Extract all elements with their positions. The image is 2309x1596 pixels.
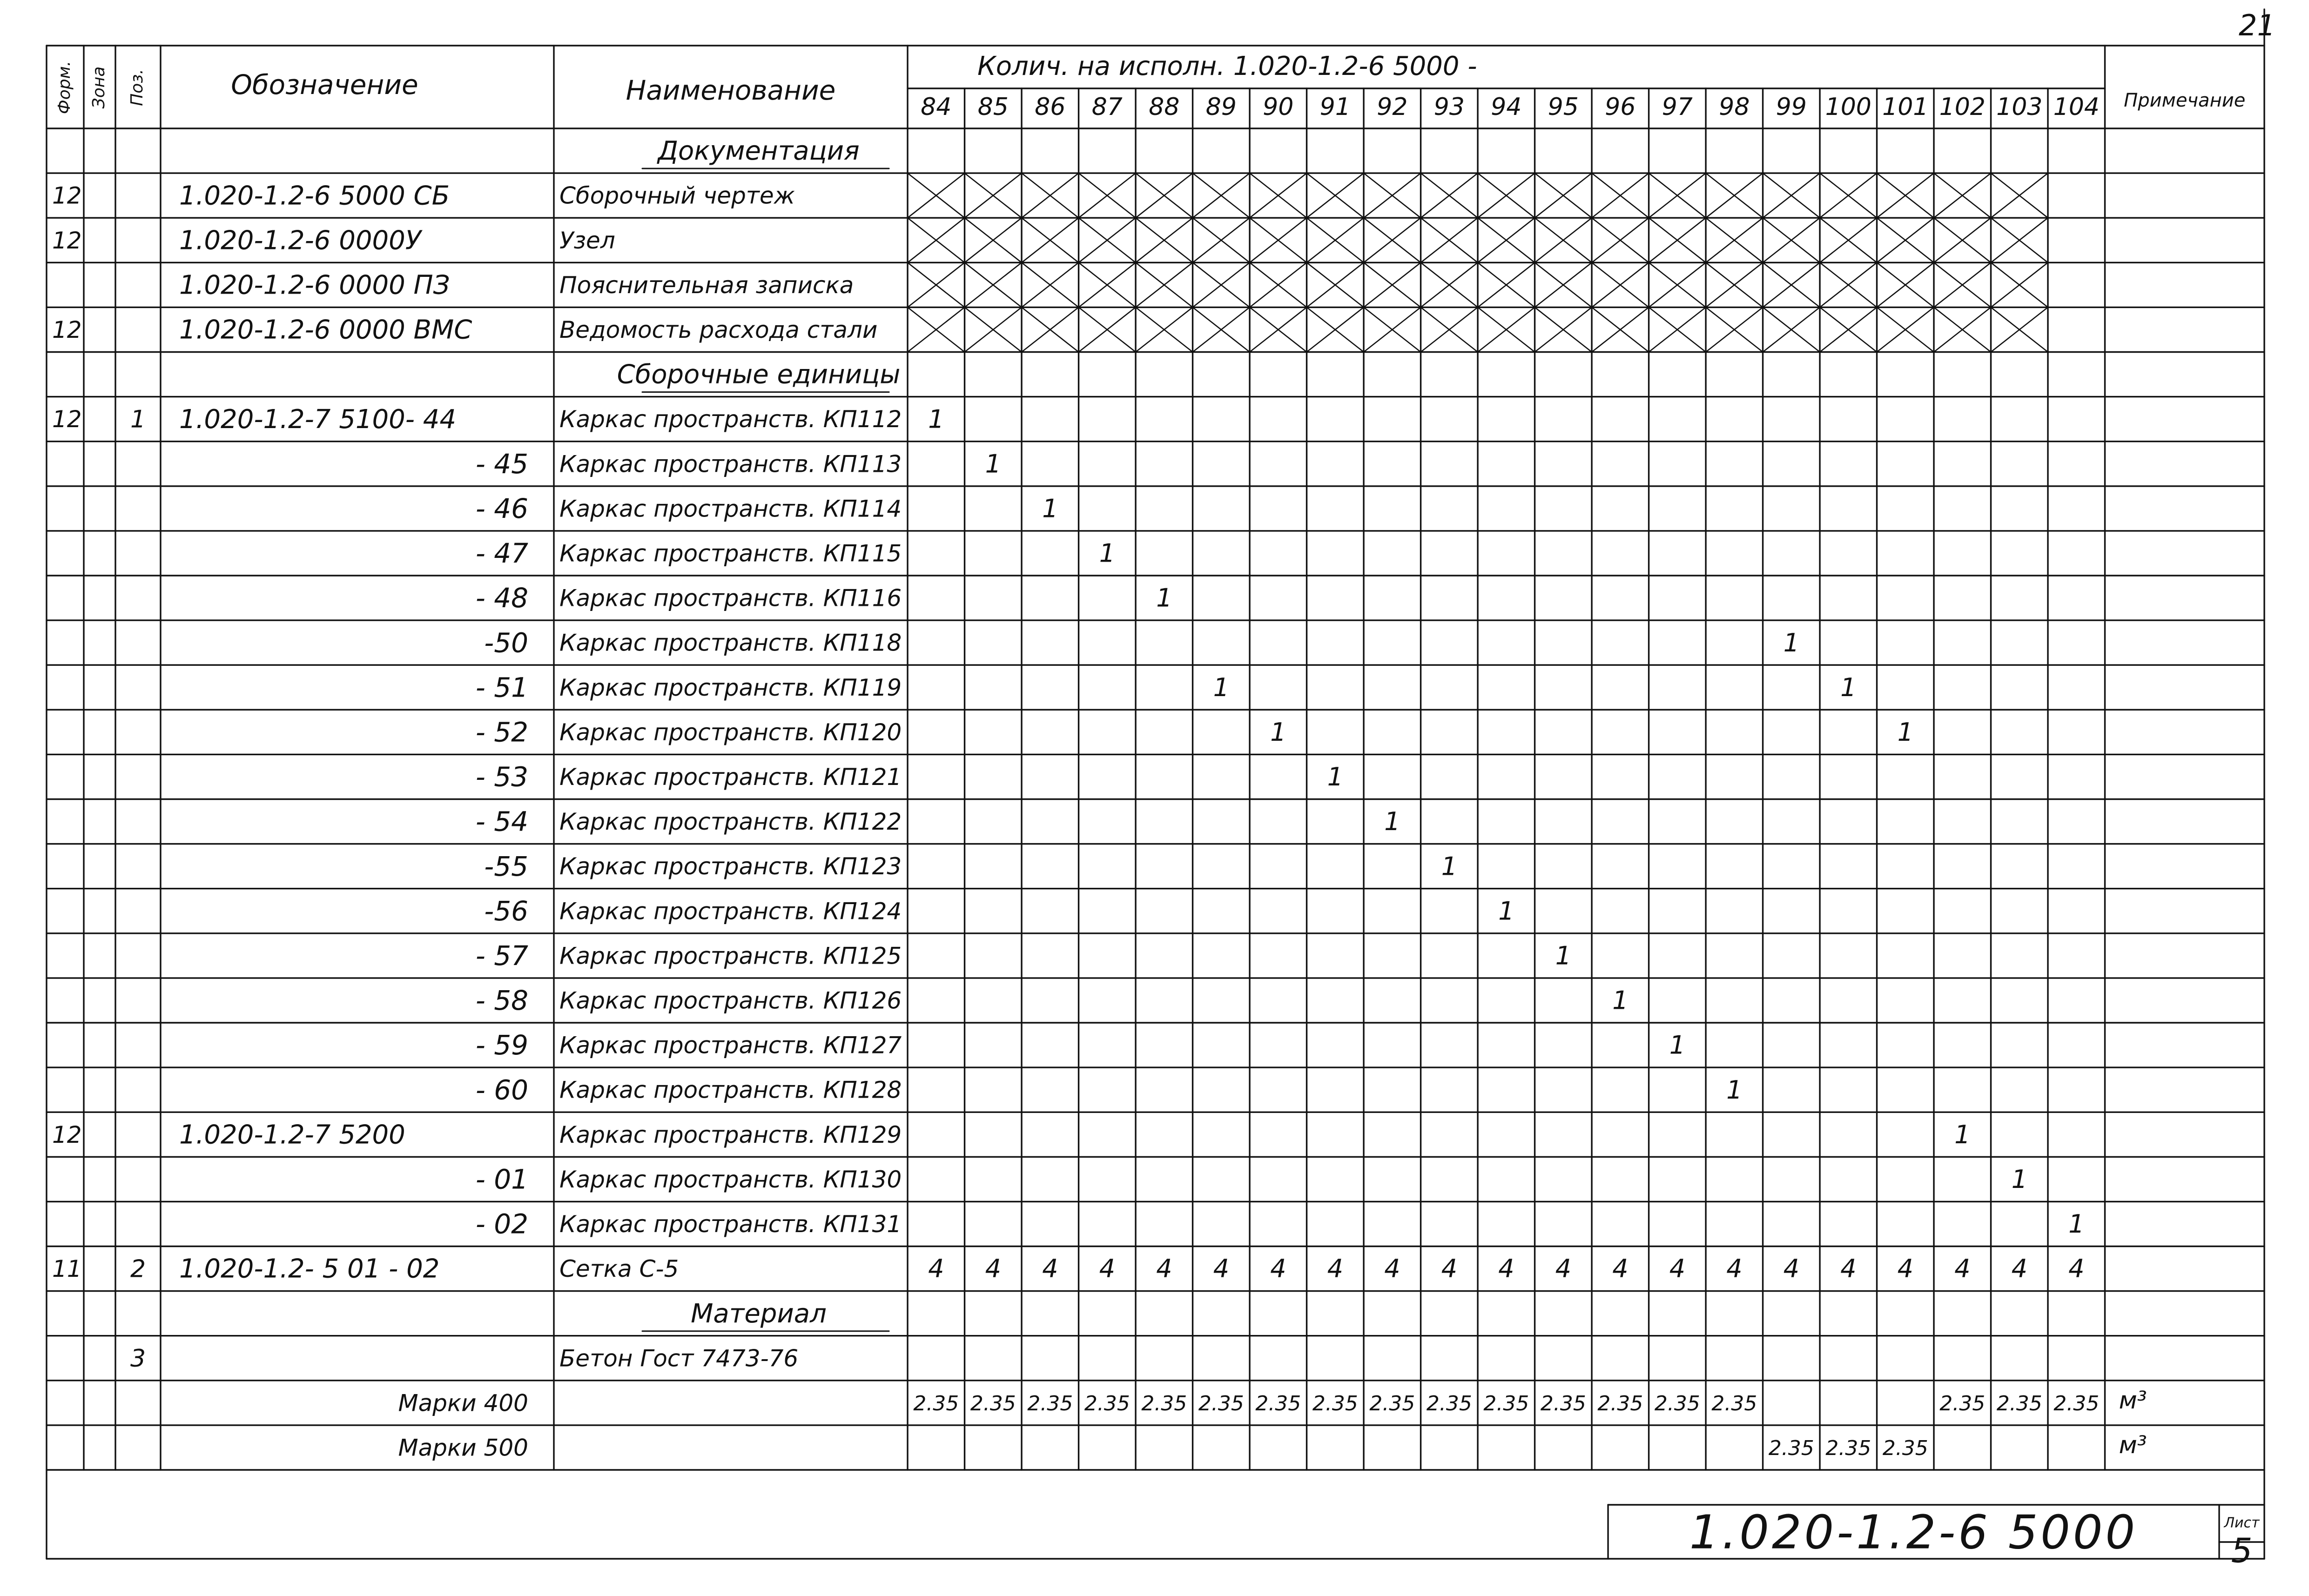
row-name: Каркас пространств. КП118 <box>559 629 902 657</box>
quantity-98: 2.35 <box>1711 1391 1757 1415</box>
row-designation: - 45 <box>475 448 528 480</box>
quantity-100: 1 <box>1840 672 1857 702</box>
quantity-95: 1 <box>1555 941 1571 971</box>
quantity-99: 2.35 <box>1768 1436 1814 1460</box>
row-pos: 2 <box>130 1255 146 1283</box>
header-note: Примечание <box>2124 90 2246 111</box>
row-name: Каркас пространств. КП124 <box>559 898 902 925</box>
row-designation: Марки 500 <box>398 1434 528 1462</box>
quantity-89: 1 <box>1213 672 1229 702</box>
row-name: Сборочный чертеж <box>559 182 795 209</box>
quantity-90: 1 <box>1270 717 1286 747</box>
quantity-92: 2.35 <box>1369 1391 1415 1415</box>
row-name: Каркас пространств. КП121 <box>559 763 902 791</box>
section-title: Сборочные единицы <box>617 359 901 390</box>
quantity-104: 2.35 <box>2053 1391 2100 1415</box>
row-name: Каркас пространств. КП119 <box>559 674 902 701</box>
quantity-96: 1 <box>1612 986 1629 1015</box>
row-name: Каркас пространств. КП127 <box>559 1032 902 1059</box>
row-designation: - 53 <box>475 761 528 793</box>
row-name: Каркас пространств. КП126 <box>559 987 902 1014</box>
row-designation: - 01 <box>475 1163 528 1195</box>
row-name: Каркас пространств. КП123 <box>559 853 902 880</box>
quantity-97: 4 <box>1669 1254 1685 1284</box>
quantity-92: 1 <box>1384 807 1400 837</box>
quantity-97: 1 <box>1669 1030 1685 1060</box>
header-variant-103: 103 <box>1996 93 2043 121</box>
header-variant-102: 102 <box>1939 93 1986 121</box>
quantity-96: 2.35 <box>1597 1391 1643 1415</box>
row-designation: 1.020-1.2-7 5100- 44 <box>179 404 456 435</box>
header-variant-84: 84 <box>921 93 952 121</box>
quantity-84: 4 <box>928 1254 944 1284</box>
row-designation: 1.020-1.2-6 0000 ПЗ <box>179 270 450 301</box>
row-designation: - 60 <box>475 1074 528 1106</box>
quantity-87: 2.35 <box>1084 1391 1130 1415</box>
row-name: Каркас пространств. КП120 <box>559 718 902 746</box>
row-note: м³ <box>2119 1431 2147 1459</box>
row-name: Каркас пространств. КП115 <box>559 540 902 567</box>
row-designation: - 46 <box>475 492 528 524</box>
quantity-85: 1 <box>985 449 1001 479</box>
quantity-101: 4 <box>1897 1254 1913 1284</box>
row-designation: - 59 <box>475 1029 528 1061</box>
header-variant-85: 85 <box>977 93 1009 121</box>
row-name: Каркас пространств. КП112 <box>559 406 902 433</box>
section-title: Документация <box>658 136 860 167</box>
quantity-88: 2.35 <box>1141 1391 1187 1415</box>
quantity-99: 1 <box>1783 628 1799 657</box>
row-designation: 1.020-1.2-6 0000 ВМС <box>179 315 472 345</box>
header-variant-97: 97 <box>1662 93 1693 121</box>
header-variant-88: 88 <box>1149 93 1180 121</box>
row-designation: - 52 <box>475 716 528 748</box>
quantity-103: 4 <box>2011 1254 2027 1284</box>
row-designation: -55 <box>484 850 528 882</box>
quantity-87: 1 <box>1099 538 1115 568</box>
quantity-102: 1 <box>1954 1120 1971 1149</box>
quantity-89: 4 <box>1213 1254 1229 1284</box>
header-variant-86: 86 <box>1035 93 1066 121</box>
row-format: 12 <box>52 406 82 433</box>
header-variant-93: 93 <box>1434 93 1465 121</box>
row-name: Каркас пространств. КП113 <box>559 450 902 478</box>
quantity-91: 2.35 <box>1312 1391 1358 1415</box>
header-variant-89: 89 <box>1205 93 1237 121</box>
row-designation: -56 <box>484 895 528 927</box>
quantity-95: 4 <box>1555 1254 1571 1284</box>
header-variant-95: 95 <box>1548 93 1579 121</box>
quantity-100: 2.35 <box>1825 1436 1871 1460</box>
row-name: Каркас пространств. КП116 <box>559 584 902 612</box>
sheet-label: Лист <box>2224 1515 2260 1531</box>
header-variant-91: 91 <box>1319 93 1351 121</box>
quantity-104: 1 <box>2068 1209 2085 1239</box>
quantity-103: 1 <box>2011 1164 2027 1194</box>
header-variant-90: 90 <box>1263 93 1294 121</box>
title-block-code: 1.020-1.2-6 5000 <box>1689 1505 2138 1560</box>
header-zone: Зона <box>89 66 108 109</box>
quantity-86: 2.35 <box>1027 1391 1073 1415</box>
row-designation: 1.020-1.2-6 0000У <box>179 225 421 256</box>
row-designation: 1.020-1.2- 5 01 - 02 <box>179 1254 440 1284</box>
header-variant-101: 101 <box>1882 93 1929 121</box>
quantity-90: 2.35 <box>1255 1391 1301 1415</box>
quantity-100: 4 <box>1840 1254 1857 1284</box>
row-designation: - 58 <box>475 985 528 1017</box>
row-designation: -50 <box>484 627 528 659</box>
row-name: Пояснительная записка <box>559 271 854 299</box>
row-name: Каркас пространств. КП125 <box>559 942 902 970</box>
quantity-99: 4 <box>1783 1254 1799 1284</box>
quantity-88: 4 <box>1156 1254 1172 1284</box>
header-designation: Обозначение <box>231 69 418 101</box>
quantity-89: 2.35 <box>1198 1391 1244 1415</box>
header-format: Форм. <box>55 60 74 114</box>
row-name: Бетон Гост 7473-76 <box>559 1345 799 1372</box>
header-variant-98: 98 <box>1719 93 1750 121</box>
row-format: 11 <box>52 1255 82 1283</box>
header-variant-99: 99 <box>1776 93 1807 121</box>
row-name: Каркас пространств. КП129 <box>559 1121 902 1148</box>
header-name: Наименование <box>626 74 836 107</box>
header-variant-100: 100 <box>1825 93 1871 121</box>
quantity-90: 4 <box>1270 1254 1286 1284</box>
quantity-101: 2.35 <box>1882 1436 1928 1460</box>
row-pos: 3 <box>130 1344 146 1373</box>
row-name: Каркас пространств. КП114 <box>559 495 902 523</box>
quantity-93: 2.35 <box>1426 1391 1472 1415</box>
quantity-102: 2.35 <box>1939 1391 1986 1415</box>
row-designation: Марки 400 <box>398 1389 528 1417</box>
row-format: 12 <box>52 227 82 254</box>
header-pos: Поз. <box>128 69 147 106</box>
quantity-92: 4 <box>1384 1254 1400 1284</box>
header-variant-92: 92 <box>1377 93 1408 121</box>
quantity-84: 2.35 <box>913 1391 959 1415</box>
section-title: Материал <box>691 1298 827 1329</box>
quantity-86: 4 <box>1042 1254 1058 1284</box>
quantity-98: 4 <box>1726 1254 1743 1284</box>
quantity-96: 4 <box>1612 1254 1629 1284</box>
row-designation: - 57 <box>475 939 528 972</box>
quantity-88: 1 <box>1156 583 1172 613</box>
quantity-87: 4 <box>1099 1254 1115 1284</box>
row-designation: - 51 <box>475 671 528 704</box>
row-format: 12 <box>52 1121 82 1148</box>
row-designation: 1.020-1.2-7 5200 <box>179 1120 405 1150</box>
quantity-95: 2.35 <box>1540 1391 1586 1415</box>
quantity-91: 1 <box>1327 762 1343 792</box>
quantity-94: 4 <box>1498 1254 1515 1284</box>
row-designation: - 48 <box>475 582 528 614</box>
quantity-94: 2.35 <box>1483 1391 1529 1415</box>
row-name: Узел <box>559 227 615 254</box>
row-name: Каркас пространств. КП128 <box>559 1076 902 1104</box>
row-name: Каркас пространств. КП131 <box>559 1210 902 1238</box>
quantity-101: 1 <box>1897 717 1913 747</box>
row-format: 12 <box>52 316 82 343</box>
row-name: Ведомость расхода стали <box>559 316 878 343</box>
header-variant-94: 94 <box>1491 93 1522 121</box>
header-variant-87: 87 <box>1091 93 1123 121</box>
quantity-103: 2.35 <box>1996 1391 2042 1415</box>
row-name: Каркас пространств. КП122 <box>559 808 902 836</box>
quantity-91: 4 <box>1327 1254 1343 1284</box>
row-name: Сетка С-5 <box>559 1255 679 1283</box>
quantity-102: 4 <box>1954 1254 1971 1284</box>
row-pos: 1 <box>130 405 146 434</box>
row-format: 12 <box>52 182 82 209</box>
header-quantity-title: Колич. на исполн. 1.020-1.2-6 5000 - <box>977 51 1477 82</box>
page-number: 21 <box>2239 8 2275 42</box>
quantity-98: 1 <box>1726 1075 1743 1105</box>
header-variant-104: 104 <box>2053 93 2100 121</box>
quantity-104: 4 <box>2068 1254 2085 1284</box>
quantity-85: 4 <box>985 1254 1001 1284</box>
quantity-93: 1 <box>1441 852 1457 881</box>
quantity-84: 1 <box>928 404 944 434</box>
row-name: Каркас пространств. КП130 <box>559 1166 902 1193</box>
quantity-93: 4 <box>1441 1254 1457 1284</box>
row-note: м³ <box>2119 1386 2147 1415</box>
header-variant-96: 96 <box>1605 93 1636 121</box>
quantity-94: 1 <box>1498 896 1515 926</box>
sheet-number: 5 <box>2231 1531 2253 1570</box>
row-designation: 1.020-1.2-6 5000 СБ <box>179 181 450 211</box>
quantity-86: 1 <box>1042 494 1058 523</box>
quantity-97: 2.35 <box>1654 1391 1700 1415</box>
quantity-85: 2.35 <box>970 1391 1016 1415</box>
row-designation: - 02 <box>475 1208 528 1240</box>
row-designation: - 47 <box>475 537 528 570</box>
row-designation: - 54 <box>475 805 528 838</box>
